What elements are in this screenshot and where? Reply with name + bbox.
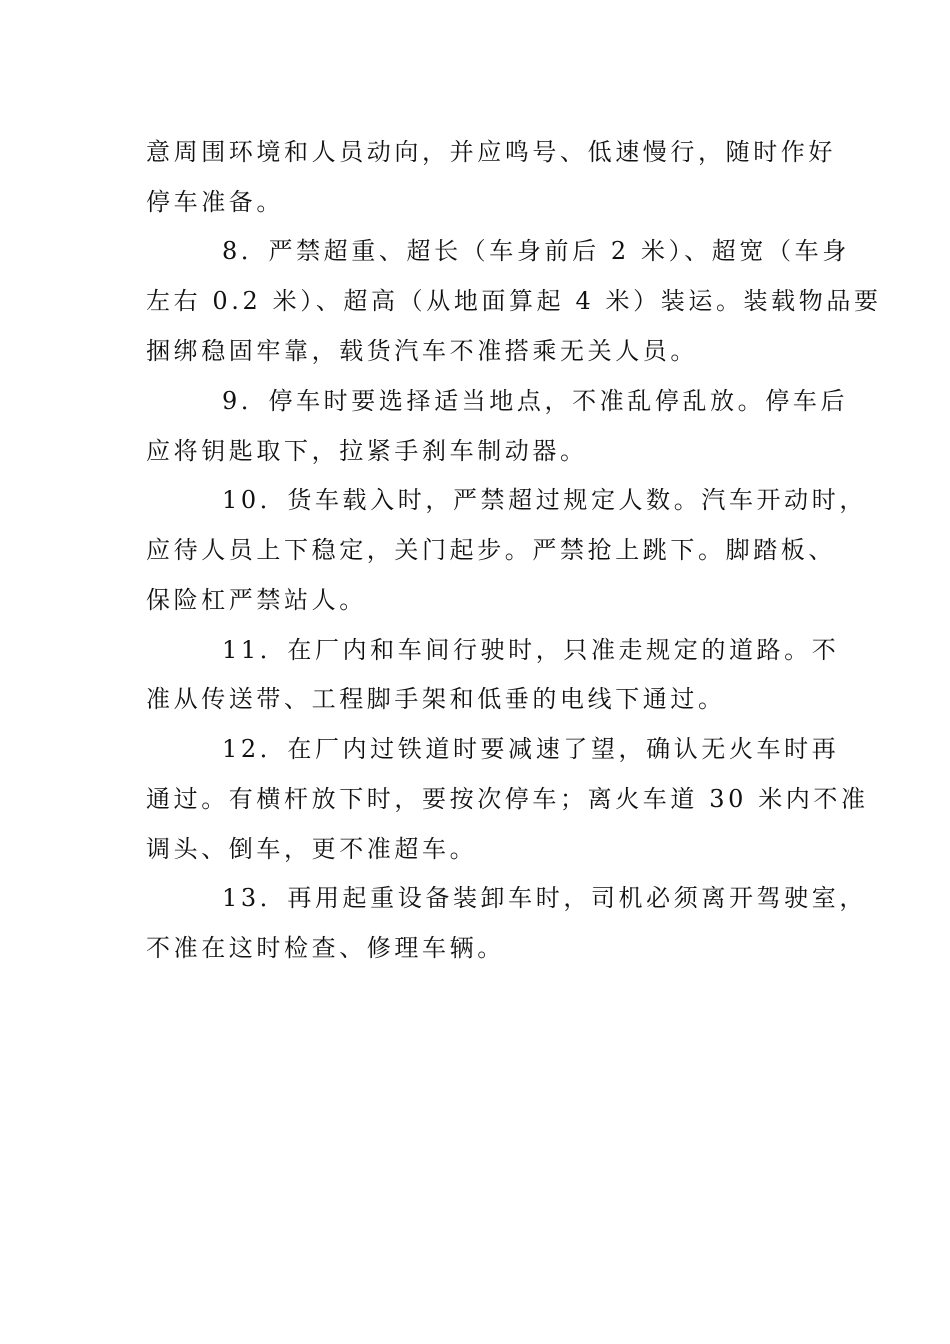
text-line: 左右 0.2 米）、超高（从地面算起 4 米）装运。装载物品要 — [146, 287, 882, 315]
text-line: 停车准备。 — [146, 188, 284, 216]
paragraph-8-start: 8．严禁超重、超长（车身前后 2 米）、超宽（车身 — [222, 237, 850, 265]
text-line: 通过。有横杆放下时，要按次停车；离火车道 30 米内不准 — [146, 785, 869, 813]
text-line: 捆绑稳固牢靠，载货汽车不准搭乘无关人员。 — [146, 337, 698, 365]
text-line: 不准在这时检查、修理车辆。 — [146, 934, 505, 962]
text-line: 保险杠严禁站人。 — [146, 586, 367, 614]
text-line: 准从传送带、工程脚手架和低垂的电线下通过。 — [146, 685, 726, 713]
paragraph-13-start: 13．再用起重设备装卸车时，司机必须离开驾驶室， — [222, 884, 867, 912]
text-line: 应待人员上下稳定，关门起步。严禁抢上跳下。脚踏板、 — [146, 536, 836, 564]
text-line: 调头、倒车，更不准超车。 — [146, 835, 478, 863]
paragraph-10-start: 10．货车载入时，严禁超过规定人数。汽车开动时， — [222, 486, 867, 514]
paragraph-12-start: 12．在厂内过铁道时要减速了望，确认无火车时再 — [222, 735, 840, 763]
text-line: 意周围环境和人员动向，并应鸣号、低速慢行，随时作好 — [146, 138, 836, 166]
paragraph-9-start: 9．停车时要选择适当地点，不准乱停乱放。停车后 — [222, 387, 849, 415]
text-line: 应将钥匙取下，拉紧手刹车制动器。 — [146, 437, 588, 465]
paragraph-11-start: 11．在厂内和车间行驶时，只准走规定的道路。不 — [222, 636, 840, 664]
